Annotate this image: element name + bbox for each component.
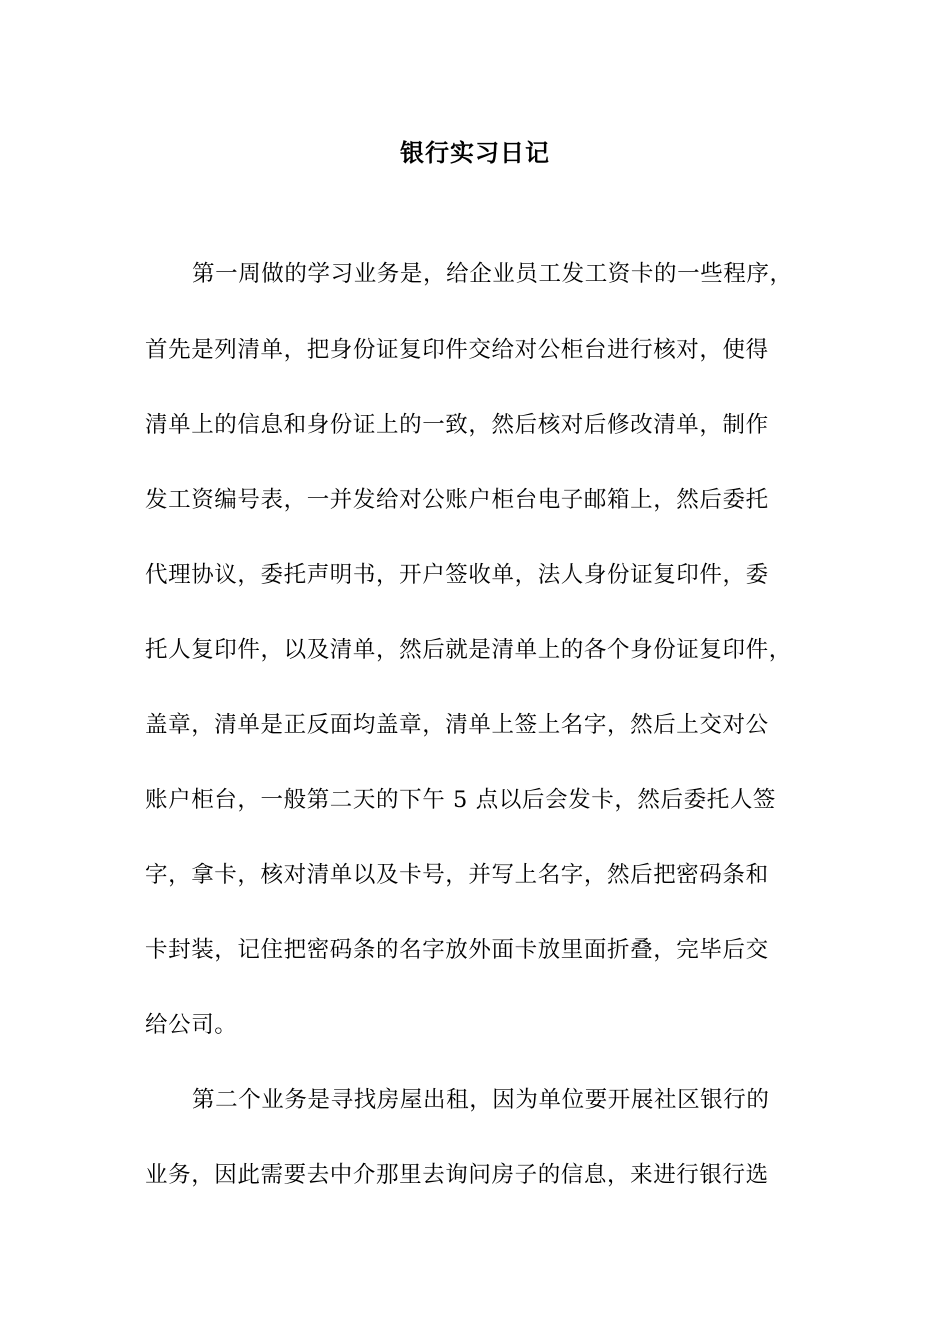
paragraph-line: 盖章，清单是正反面均盖章，清单上签上名字，然后上交对公 [145, 712, 769, 738]
paragraph-line: 首先是列清单，把身份证复印件交给对公柜台进行核对，使得 [145, 337, 769, 363]
paragraph-line: 账户柜台，一般第二天的下午 5 点以后会发卡，然后委托人签 [145, 787, 777, 813]
paragraph-line: 清单上的信息和身份证上的一致，然后核对后修改清单，制作 [145, 412, 769, 438]
paragraph-line: 卡封装，记住把密码条的名字放外面卡放里面折叠，完毕后交 [145, 937, 769, 963]
paragraph-line: 托人复印件，以及清单，然后就是清单上的各个身份证复印件， [145, 637, 792, 663]
paragraph-line: 发工资编号表，一并发给对公账户柜台电子邮箱上，然后委托 [145, 487, 769, 513]
paragraph-line: 字，拿卡，核对清单以及卡号，并写上名字，然后把密码条和 [145, 862, 769, 888]
paragraph-line: 第二个业务是寻找房屋出租，因为单位要开展社区银行的 [192, 1087, 770, 1113]
paragraph-line: 第一周做的学习业务是，给企业员工发工资卡的一些程序， [192, 261, 793, 287]
page-title: 银行实习日记 [400, 138, 550, 167]
paragraph-line: 给公司。 [145, 1012, 238, 1038]
paragraph-line: 业务，因此需要去中介那里去询问房子的信息，来进行银行选 [145, 1162, 769, 1188]
paragraph-line: 代理协议，委托声明书，开户签收单，法人身份证复印件，委 [145, 562, 769, 588]
